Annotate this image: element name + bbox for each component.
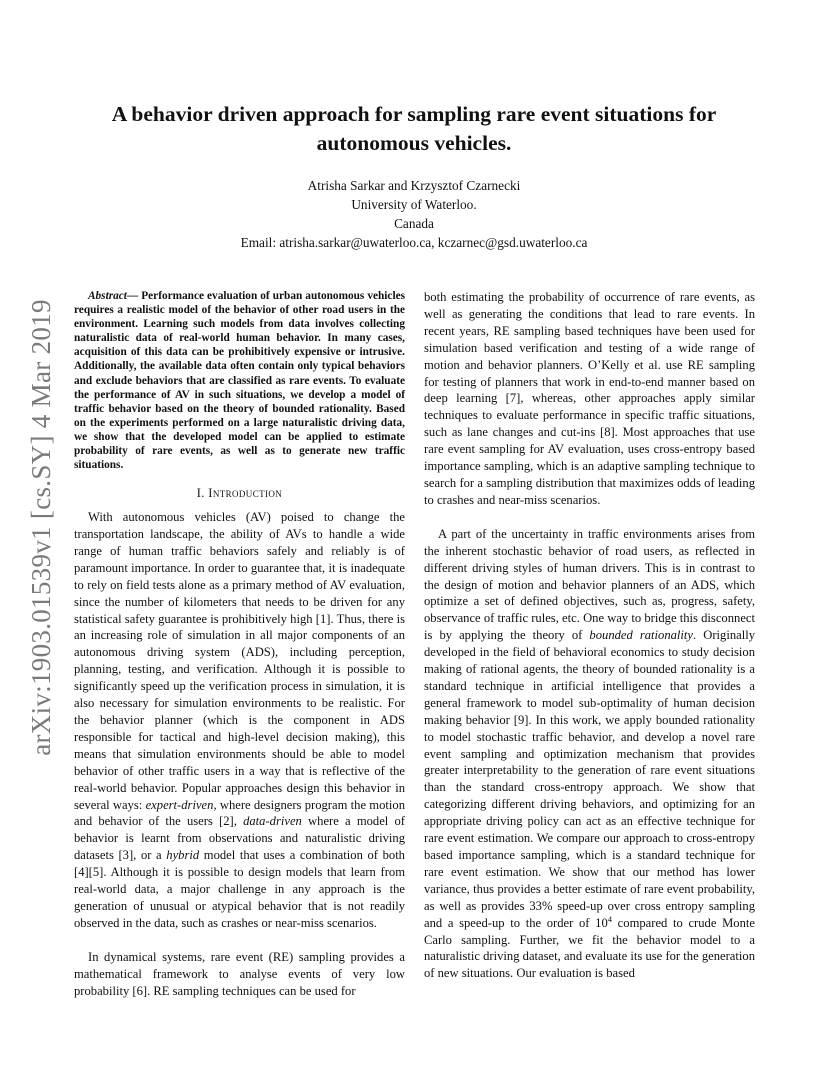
- abstract-lead: Abstract: [88, 290, 127, 302]
- author-block: [70, 176, 758, 252]
- intro-p3-text-b: . Originally developed in the field of behavioral economics to study decision making of rational agents, the theory of bounded rationality is a standard technique in artificial intelligence that provides a general framework to model sub-optimality of human decision making behavior [9]. In this work, we apply bounded rationality to model stochastic traffic behavior, and develop a novel rare event sampling and optimization mechanism that provides greater interpretability to the generation of rare event situations than the standard cross-entropy approach. We show that categorizing different driving behaviors, and optimizing for an appropriate driving policy can act as an effective technique for rare event estimation. We compare our approach to cross-entropy based importance sampling, which is a standard technique for rare event estimation. We show that our method has lower variance, thus provides a better estimate of rare event probability, as well as provides 33% speed-up over cross entropy sampling and a speed-up to the order of 10: [424, 628, 755, 930]
- arxiv-identifier: [18, 292, 64, 762]
- author-email: Email: atrisha.sarkar@uwaterloo.ca, kczarnec@gsd.uwaterloo.ca: [240, 235, 588, 250]
- right-column: [424, 289, 755, 982]
- intro-paragraph-2: In dynamical systems, rare event (RE) sampling provides a mathematical framework to analyse events of very low probability [6]. RE sampling techniques can be used for: [74, 949, 405, 998]
- intro-p1-text-a: With autonomous vehicles (AV) poised to change the transportation landscape, the ability of AVs to handle a wide range of human traffic behaviors safely and reliably is of paramount importance. In order to guarantee that, it is inadequate to rely on field tests alone as a primary method of AV evaluation, since the number of kilometers that needs to be driven for any statistical safety guarantee is prohibitively high [1]. Thus, there is an increasing role of simulation in all major components of an autonomous driving system (ADS), including perception, planning, testing, and verification. Although it is possible to significantly speed up the verification process in simulation, it is also necessary for simulation environments to be realistic. For the behavior planner (which is the component in ADS responsible for tactical and high-level decision making), this means that simulation environments should be able to model behavior of other traffic users in a way that is reflective of the real-world behavior. Popular approaches design this behavior in several ways:: [74, 510, 405, 812]
- intro-p3-superscript: 4: [607, 913, 613, 924]
- author-affiliation: University of Waterloo.: [351, 197, 477, 212]
- intro-p1-emphasis-data: data-driven: [243, 814, 302, 829]
- intro-p1-emphasis-expert: expert-driven: [145, 797, 214, 812]
- intro-p1-emphasis-hybrid: hybrid: [166, 848, 200, 863]
- arxiv-identifier-text: arXiv:1903.01539v1 [cs.SY] 4 Mar 2019: [25, 298, 56, 756]
- intro-paragraph-1: [74, 509, 405, 932]
- intro-p1-text-d: model that uses a combination of both [4][5]. Although it is possible to design models that learn from real-world data, a major challenge in any approach is the generation of unusual or atypical behavior that is not readily observed in the data, such as crashes or near-miss scenarios.: [74, 848, 405, 930]
- intro-p1-text-b: , where designers program the motion and behavior of the users [2],: [74, 797, 405, 829]
- author-names: Atrisha Sarkar and Krzysztof Czarnecki: [307, 178, 521, 193]
- intro-p1-text-c: where a model of behavior is learnt from observations and naturalistic driving datasets [3], or a: [74, 814, 405, 863]
- intro-paragraph-3: [424, 526, 755, 982]
- section-heading-introduction: I. Introduction: [196, 486, 283, 501]
- intro-p3-emphasis-bounded: bounded rationality: [589, 628, 694, 643]
- intro-p3-text-a: A part of the uncertainty in traffic environments arises from the inherent stochastic behavior of road users, as reflected in different driving styles of human drivers. This is in contrast to the design of motion and behavior planners of an ADS, which optimize a set of defined objectives, such as, progress, safety, observance of traffic rules, etc. One way to bridge this disconnect is by applying the theory of: [424, 526, 755, 643]
- intro-p3-text-c: compared to crude Monte Carlo sampling. Further, we fit the behavior model to a naturalistic driving dataset, and evaluate its use for the generation of new situations. Our evaluation is based: [424, 915, 755, 981]
- abstract-text: — Performance evaluation of urban autonomous vehicles requires a realistic model of the behavior of other road users in the environment. Learning such models from data involves collecting naturalistic data of real-world human behavior. In many cases, acquisition of this data can be prohibitively expensive or intrusive. Additionally, the available data often contain only typical behaviors and exclude behaviors that are classified as rare events. To evaluate the performance of AV in such situations, we develop a model of traffic behavior based on the theory of bounded rationality. Based on the experiments performed on a large naturalistic driving data, we show that the developed model can be applied to estimate probability of rare events, as well as to generate new traffic situations.: [74, 290, 405, 472]
- abstract: [74, 289, 405, 472]
- paper-title: A behavior driven approach for sampling rare event situations for autonomous vehicles.: [111, 102, 717, 155]
- author-country: Canada: [394, 216, 434, 231]
- left-column: [74, 289, 405, 1000]
- intro-paragraph-2-continued: both estimating the probability of occurrence of rare events, as well as generating the conditions that lead to rare events. In recent years, RE sampling based techniques have been used for simulation based verification and testing of a wide range of motion and behavior planners. O’Kelly et al. use RE sampling for testing of planners that work in end-to-end manner based on deep learning [7], whereas, other approaches apply similar techniques to evaluate performance in specific traffic situations, such as lane changes and cut-ins [8]. Most approaches that use rare event sampling for AV evaluation, uses cross-entropy based importance sampling, which is an adaptive sampling technique to search for a sampling distribution that maximizes odds of leading to crashes and near-miss scenarios.: [424, 290, 755, 507]
